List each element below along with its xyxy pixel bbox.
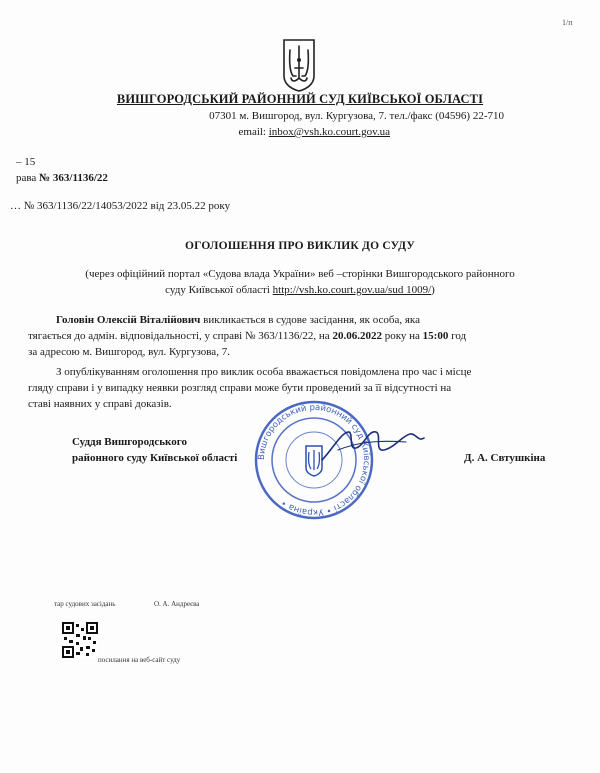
meta-line-3: … № 363/1136/22/14053/2022 від 23.05.22 року: [10, 200, 231, 212]
case-number: № 363/1136/22: [39, 172, 108, 184]
meta-case-prefix: рава: [16, 172, 40, 184]
subtitle-line-2: [0, 284, 600, 296]
meta-line-2: [16, 172, 108, 184]
court-name: ВИШГОРОДСЬКИЙ РАЙОННИЙ СУД КИЇВСЬКОЇ ОБЛАСТІ: [116, 92, 484, 106]
seal-text: Вишгородський районний суд Київської області • Україна •: [256, 402, 372, 518]
body-line-1: [56, 314, 576, 326]
coat-of-arms-icon: [281, 38, 317, 92]
email-label: email:: [238, 126, 269, 138]
secretary-label: тар судових засідань: [54, 600, 116, 608]
signature-line-2: районного суду Київської області: [72, 452, 238, 464]
court-website-link[interactable]: http://vsh.ko.court.gov.ua/sud 1009/: [272, 284, 432, 296]
hearing-date: 20.06.2022: [332, 330, 382, 342]
subtitle-prefix: суду Київської області: [165, 284, 273, 296]
judge-signature-icon: [318, 420, 428, 470]
body-line-3: за адресою м. Вишгород, вул. Кургузова, 7.: [28, 346, 230, 358]
judge-name: Д. А. Свтушкіна: [464, 452, 546, 464]
body-line-2-prefix: тягається до адмін. відповідальності, у справі № 363/1136/22, на: [28, 330, 333, 342]
email-link[interactable]: inbox@vsh.ko.court.gov.ua: [268, 126, 390, 138]
body-line-5: гляду справи і у випадку неявки розгляд справи може бути проведений за її відсутності на: [28, 382, 452, 394]
secretary-name: О. А. Андреєва: [154, 600, 200, 608]
body-line-2-mid: року на: [381, 330, 423, 342]
website-posting-note: посилання на веб-сайт суду: [98, 656, 181, 664]
subtitle-line-1: (через офіційний портал «Судова влада України» веб –сторінки Вишгородського районного: [85, 268, 515, 280]
court-address: 07301 м. Вишгород, вул. Кургузова, 7. тел./факс (04596) 22-710: [209, 110, 504, 122]
subtitle-suffix: ): [431, 284, 435, 296]
page-number: 1/п: [562, 18, 573, 27]
hearing-time: 15:00: [422, 330, 449, 342]
document-title: ОГОЛОШЕННЯ ПРО ВИКЛИК ДО СУДУ: [184, 240, 416, 252]
person-name: Головін Олексій Віталійович: [56, 314, 201, 326]
body-line-6: ставі наявних у справі доказів.: [28, 398, 172, 410]
court-email-line: [124, 126, 390, 138]
body-line-2: [28, 330, 466, 342]
meta-line-1: – 15: [16, 156, 36, 168]
body-line-2-suffix: год: [448, 330, 467, 342]
body-line-4: З опублікуванням оголошення про виклик особа вважається повідомлена про час і місце: [56, 366, 472, 378]
signature-line-1: Суддя Вишгородського: [72, 436, 187, 448]
qr-code-icon[interactable]: [62, 622, 98, 658]
body-line-1-rest: викликається в судове засідання, як особа, яка: [200, 314, 420, 326]
